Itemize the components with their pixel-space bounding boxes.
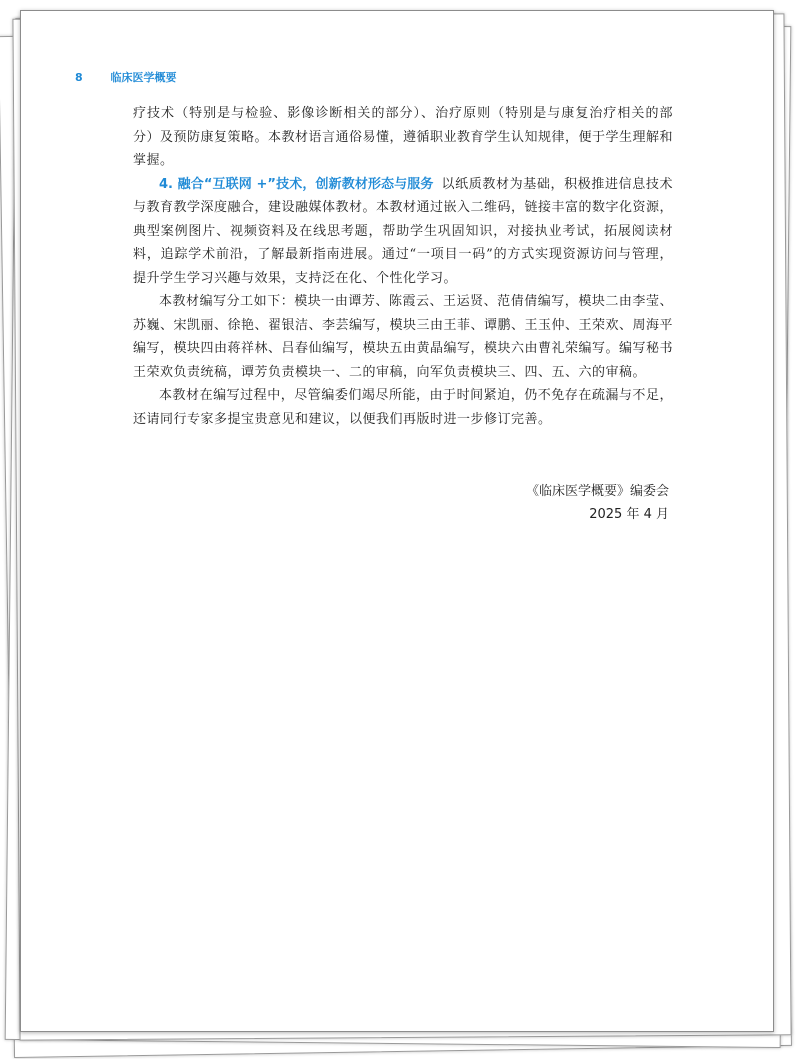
paragraph-3: 本教材编写分工如下：模块一由谭芳、陈霞云、王运贤、范倩倩编写，模块二由李莹、苏巍、宋凯丽、徐艳、翟银洁、李芸编写，模块三由王菲、谭鹏、王玉仲、王荣欢、周海平编写，模块四由蒋祥林、吕春仙编写，模块五由黄晶编写，模块六由曹礼荣编写。编写秘书王荣欢负责统稿，谭芳负责模块一、二的审稿，向军负责模块三、四、五、六的审稿。: [133, 294, 674, 380]
signoff-date: 2025 年 4 月: [589, 507, 669, 522]
running-header: [75, 69, 177, 85]
book-title: 临床医学概要: [110, 71, 177, 84]
paragraph-1: 疗技术（特别是与检验、影像诊断相关的部分）、治疗原则（特别是与康复治疗相关的部分）及预防康复策略。本教材语言通俗易懂，遵循职业教育学生认知规律，便于学生理解和掌握。: [133, 106, 674, 168]
committee-name: 《临床医学概要》编委会: [525, 484, 669, 499]
paragraph-4: 本教材在编写过程中，尽管编委们竭尽所能，由于时间紧迫，仍不免存在疏漏与不足，还请同行专家多提宝贵意见和建议，以便我们再版时进一步修订完善。: [133, 388, 673, 427]
body-text: [133, 102, 673, 431]
signoff: [526, 480, 669, 526]
paragraph-2-body: 以纸质教材为基础，积极推进信息技术与教育教学深度融合，建设融媒体教材。本教材通过嵌入二维码，链接丰富的数字化资源，典型案例图片、视频资料及在线思考题，帮助学生巩固知识，对接执业考试，拓展阅读材料，追踪学术前沿，了解最新指南进展。通过“一项目一码”的方式实现资源访问与管理，提升学生学习兴趣与效果，支持泛在化、个性化学习。: [133, 176, 674, 286]
paragraph-2: [133, 173, 673, 291]
page-number: 8: [75, 71, 83, 84]
section-heading: 4. 融合“互联网 +”技术，创新教材形态与服务: [159, 176, 434, 192]
